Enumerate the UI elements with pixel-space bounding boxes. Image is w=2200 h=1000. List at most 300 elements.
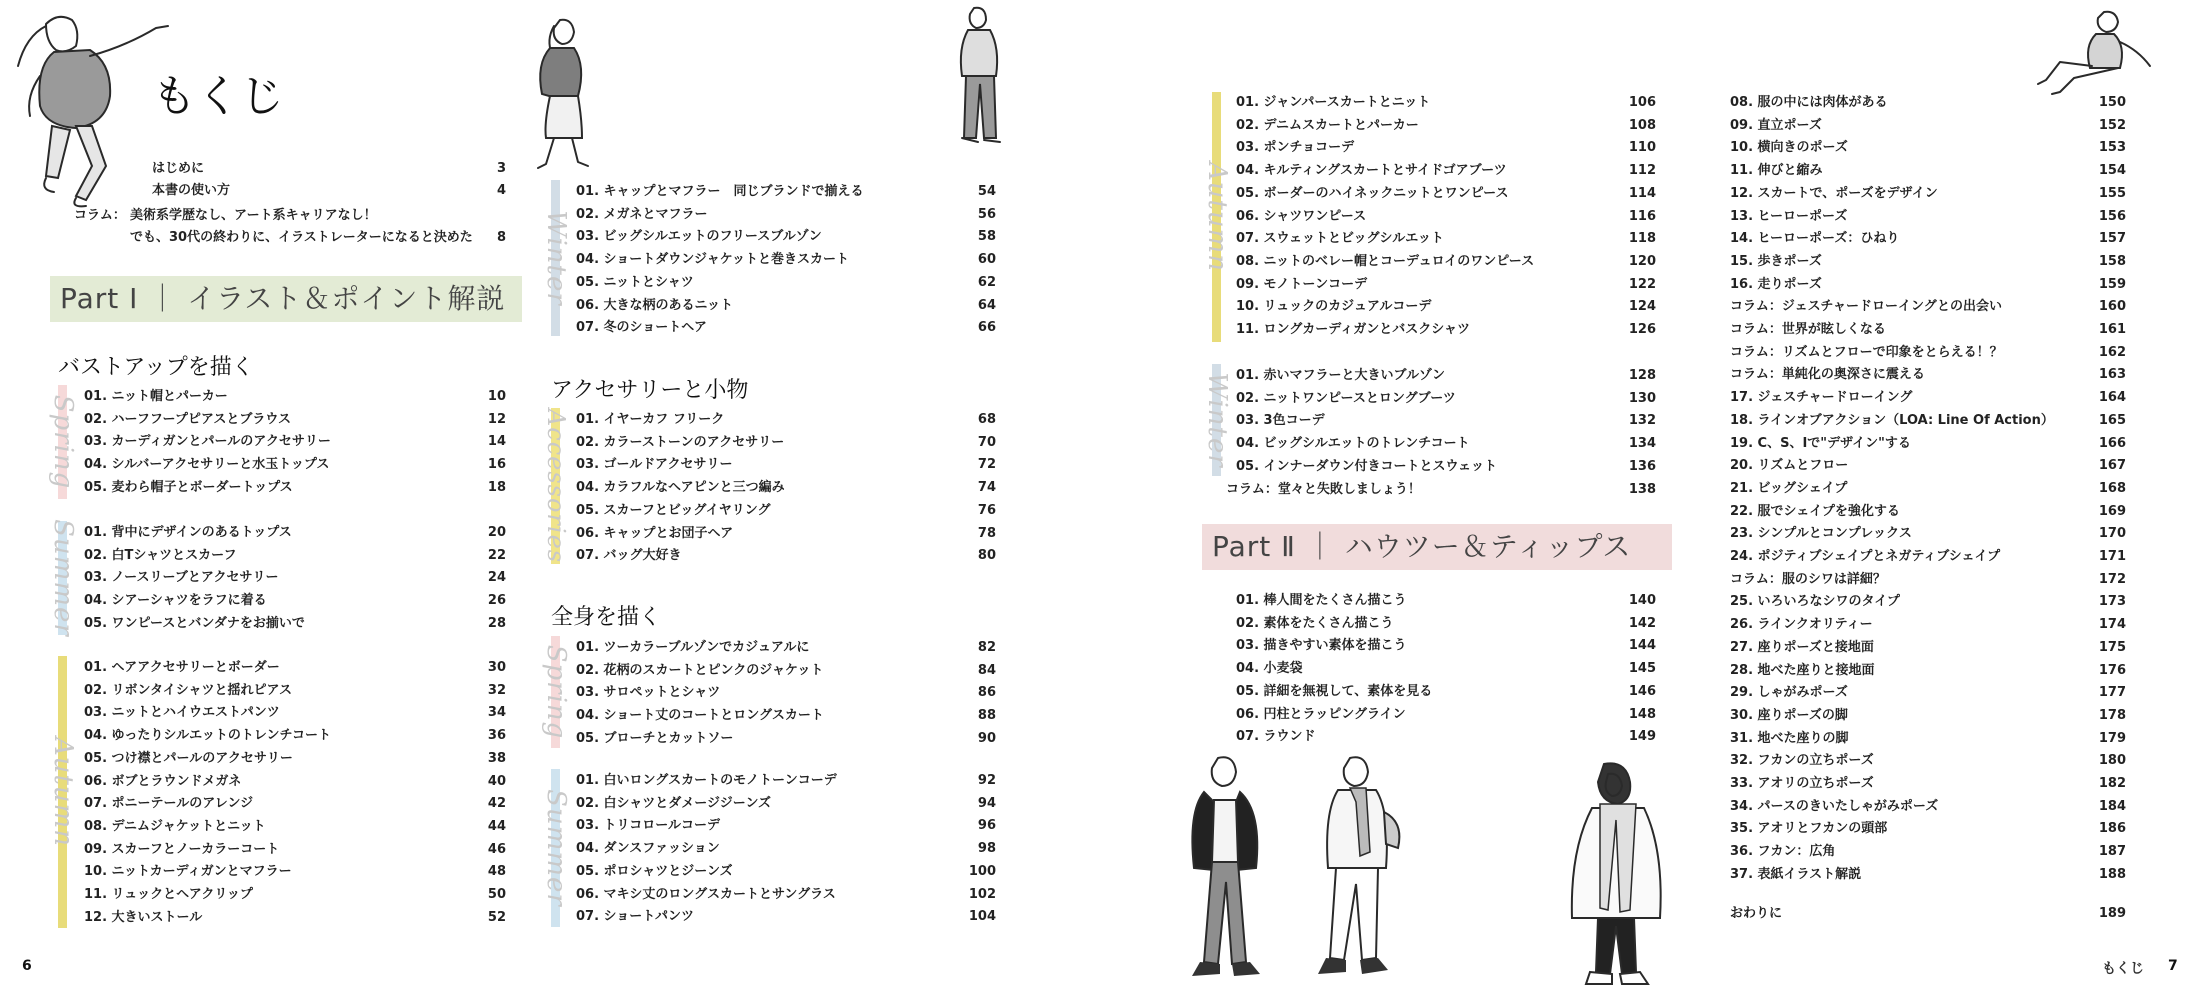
toc-entry-title: 04. シルバーアクセサリーと水玉トップス	[84, 457, 330, 473]
toc-entry-title: 24. ポジティブシェイプとネガティブシェイプ	[1730, 549, 2001, 564]
toc-entry[interactable]	[1730, 251, 2126, 273]
toc-entry[interactable]	[1730, 773, 2126, 795]
page-number-left: 6	[22, 958, 32, 974]
illustration-sitting-girl	[2034, 6, 2158, 98]
toc-entry-title: 09. スカーフとノーカラーコート	[84, 841, 280, 857]
toc-entry-page: 182	[2098, 776, 2126, 791]
toc-entry[interactable]	[84, 702, 506, 724]
toc-entry[interactable]	[152, 158, 506, 180]
toc-entry-page: 100	[968, 863, 996, 879]
toc-entry-page: 68	[977, 412, 996, 427]
season-label-spring-full: Spring	[541, 644, 571, 740]
toc-entry[interactable]	[84, 748, 506, 770]
toc-entry[interactable]	[1730, 841, 2126, 863]
toc-entry-page: 154	[2098, 163, 2126, 179]
toc-entry-title: 18. ラインオブアクション（LOA: Line Of Action）	[1730, 412, 2054, 428]
toc-entry[interactable]	[1236, 296, 1656, 318]
toc-entry[interactable]	[84, 454, 506, 476]
toc-entry-page: 46	[487, 841, 506, 857]
toc-entry[interactable]	[576, 226, 996, 248]
toc-entry-page: 84	[977, 662, 996, 678]
toc-entry[interactable]	[1236, 410, 1656, 432]
toc-entry-page: 171	[2098, 549, 2126, 564]
toc-entry-page: 22	[487, 547, 506, 563]
toc-entry[interactable]	[152, 180, 506, 202]
toc-entry[interactable]	[576, 545, 996, 567]
toc-entry-page: 24	[487, 570, 506, 586]
toc-entry-title: 16. 走りポーズ	[1730, 276, 1822, 292]
toc-entry[interactable]	[1236, 726, 1656, 748]
toc-entry-page: 78	[977, 525, 996, 541]
toc-entry-title: 10. リュックのカジュアルコーデ	[1236, 299, 1432, 315]
toc-entry-page: 28	[487, 615, 506, 631]
illustration-girl-hoodie	[6, 6, 176, 216]
toc-entry-page: 187	[2098, 844, 2126, 860]
toc-entry-title: 01. イヤーカフ フリーク	[576, 412, 725, 427]
toc-entry-page: 74	[977, 480, 996, 496]
toc-entry[interactable]	[84, 884, 506, 906]
illustration-figure-scarf	[1304, 752, 1412, 992]
toc-entry-page: 174	[2098, 617, 2126, 633]
toc-entry[interactable]	[1236, 319, 1656, 341]
toc-entry[interactable]	[576, 477, 996, 499]
toc-entry-page: 166	[2098, 435, 2126, 451]
toc-entry-page: 165	[2098, 412, 2126, 428]
toc-entry[interactable]	[1236, 456, 1656, 478]
toc-entry-page: 92	[977, 773, 996, 788]
toc-entry-title: 03. ノースリーブとアクセサリー	[84, 570, 279, 586]
toc-entry-title: 32. フカンの立ちポーズ	[1730, 753, 1874, 769]
toc-entry-title: 02. 花柄のスカートとピンクのジャケット	[576, 662, 824, 678]
toc-entry-title: 04. ショート丈のコートとロングスカート	[576, 708, 824, 724]
toc-entry-title: 03. ビッグシルエットのフリースブルゾン	[576, 229, 822, 245]
toc-entry[interactable]	[1236, 206, 1656, 228]
toc-entry-title: 07. スウェットとビッグシルエット	[1236, 231, 1444, 247]
toc-entry-title: 14. ヒーローポーズ：ひねり	[1730, 231, 1900, 247]
toc-entry-title: 29. しゃがみポーズ	[1730, 685, 1848, 701]
toc-entry[interactable]	[1730, 682, 2126, 704]
toc-entry-page: 173	[2098, 594, 2126, 610]
toc-entry-page: 134	[1628, 436, 1656, 452]
toc-entry-page: 175	[2098, 639, 2126, 655]
toc-entry-page: 56	[977, 206, 996, 222]
toc-entry-title: 02. ニットワンピースとロングブーツ	[1236, 390, 1456, 406]
toc-entry-title: 02. 白Tシャツとスカーフ	[84, 547, 237, 563]
toc-entry-column[interactable]	[74, 205, 506, 227]
toc-entry-page: 179	[2098, 730, 2126, 746]
toc-entry-page: 114	[1628, 185, 1656, 201]
category-label-accessories: Accessories	[542, 408, 570, 564]
toc-entry-page: 180	[2098, 753, 2126, 769]
toc-entry-page: 44	[487, 818, 506, 834]
toc-entry-title: 04. カラフルなヘアピンと三つ編み	[576, 480, 785, 496]
toc-entry-page: 58	[977, 229, 996, 245]
toc-entry-page: 16	[487, 457, 506, 473]
toc-entry-title: 03. トリコロールコーデ	[576, 818, 721, 834]
toc-entry[interactable]	[1730, 206, 2126, 228]
toc-entry[interactable]	[1730, 614, 2126, 636]
toc-entry-title: 37. 表紙イラスト解説	[1730, 866, 1862, 882]
toc-entry-title: 21. ビッグシェイプ	[1730, 480, 1848, 496]
toc-entry[interactable]	[1236, 613, 1656, 635]
toc-entry[interactable]	[84, 613, 506, 635]
toc-entry-page: 86	[977, 685, 996, 701]
toc-entry[interactable]	[576, 705, 996, 727]
toc-entry-title: 08. 服の中には肉体がある	[1730, 95, 1888, 110]
toc-entry-page: 104	[968, 909, 996, 925]
toc-entry[interactable]	[576, 454, 996, 476]
toc-entry-title: 02. リボンタイシャツと揺れピアス	[84, 682, 292, 698]
toc-entry-title: 30. 座りポーズの脚	[1730, 707, 1848, 723]
toc-entry-title: 07. バッグ大好き	[576, 548, 682, 564]
toc-entry-page: 184	[2098, 798, 2126, 814]
toc-entry-title: 04. シアーシャツをラフに着る	[84, 593, 267, 609]
toc-entry[interactable]	[1236, 137, 1656, 159]
toc-entry[interactable]	[84, 907, 506, 929]
toc-entry-page: 120	[1628, 253, 1656, 269]
toc-entry[interactable]	[576, 815, 996, 837]
toc-entry-column-cont[interactable]	[130, 227, 506, 249]
toc-entry-page: 159	[2098, 276, 2126, 292]
toc-entry-title: 07. ラウンド	[1236, 729, 1316, 745]
footer-section-label: もくじ	[2102, 961, 2144, 977]
toc-entry-title: 01. 背中にデザインのあるトップス	[84, 525, 292, 540]
toc-entry-page: 177	[2098, 685, 2126, 701]
toc-entry[interactable]	[84, 861, 506, 883]
toc-entry-title: 05. ボーダーのハイネックニットとワンピース	[1236, 185, 1509, 201]
toc-entry-title: 17. ジェスチャードローイング	[1730, 390, 1913, 406]
toc-entry-title: 05. ポロシャツとジーンズ	[576, 863, 733, 879]
toc-entry[interactable]	[1730, 296, 2126, 318]
toc-entry-page: 126	[1628, 322, 1656, 337]
toc-entry-page: 167	[2098, 458, 2126, 474]
toc-entry[interactable]	[1730, 818, 2126, 840]
page-title: もくじ	[152, 71, 284, 122]
toc-entry[interactable]	[84, 771, 506, 793]
toc-entry-page: 108	[1628, 117, 1656, 133]
toc-entry-page: 168	[2098, 480, 2126, 496]
toc-entry-page: 157	[2098, 231, 2126, 247]
toc-entry-title: 12. 大きいストール	[84, 909, 203, 925]
toc-entry[interactable]	[1236, 92, 1656, 114]
toc-entry-page: 145	[1628, 661, 1656, 677]
toc-entry[interactable]	[1730, 546, 2126, 568]
toc-entry-title: 15. 歩きポーズ	[1730, 253, 1822, 269]
toc-entry[interactable]	[1730, 569, 2126, 591]
toc-entry[interactable]	[1730, 455, 2126, 477]
toc-entry[interactable]	[576, 637, 996, 659]
toc-entry[interactable]	[1730, 228, 2126, 250]
toc-entry-page: 14	[487, 434, 506, 450]
toc-entry[interactable]	[576, 181, 996, 203]
column-label: コラム：	[74, 208, 126, 223]
toc-entry[interactable]	[1730, 523, 2126, 545]
season-label-winter: Winter	[541, 210, 571, 306]
toc-entry-page: 155	[2098, 185, 2126, 201]
toc-entry-page: 88	[977, 708, 996, 724]
toc-entry[interactable]	[576, 682, 996, 704]
toc-entry[interactable]	[84, 657, 506, 679]
toc-entry-title: 10. 横向きのポーズ	[1730, 140, 1848, 156]
toc-entry[interactable]	[576, 660, 996, 682]
toc-entry-page: 42	[487, 796, 506, 812]
toc-entry-outro[interactable]	[1730, 903, 2126, 925]
toc-entry-title: 07. ショートパンツ	[576, 909, 695, 925]
toc-entry-title: 05. 麦わら帽子とボーダートップス	[84, 479, 293, 495]
toc-entry-page: 169	[2098, 503, 2126, 519]
toc-entry[interactable]	[84, 839, 506, 861]
toc-entry-page: 40	[487, 773, 506, 789]
toc-entry[interactable]	[84, 793, 506, 815]
toc-entry[interactable]	[576, 500, 996, 522]
toc-entry[interactable]	[84, 386, 506, 408]
toc-entry-page: 82	[977, 640, 996, 655]
toc-entry-title: 01. ヘアアクセサリーとボーダー	[84, 660, 280, 675]
toc-entry[interactable]	[1236, 365, 1656, 387]
toc-entry-page: 153	[2098, 140, 2126, 156]
toc-entry[interactable]	[1730, 660, 2126, 682]
toc-entry[interactable]	[1730, 591, 2126, 613]
toc-entry-page: 36	[487, 728, 506, 744]
toc-entry-title: 01. ジャンパースカートとニット	[1236, 95, 1431, 110]
toc-entry-title: 34. パースのきいたしゃがみポーズ	[1730, 798, 1939, 814]
toc-entry-title: コラム：ジェスチャードローイングとの出会い	[1730, 299, 2002, 315]
toc-entry-title: 03. 描きやすい素体を描こう	[1236, 638, 1407, 654]
toc-entry-title: コラム：世界が眩しくなる	[1730, 322, 1886, 337]
toc-entry-title: 04. 小麦袋	[1236, 661, 1303, 677]
toc-entry[interactable]	[1236, 681, 1656, 703]
toc-entry-page: 128	[1628, 368, 1656, 383]
toc-entry-page: 112	[1628, 163, 1656, 179]
toc-entry-title: 09. モノトーンコーデ	[1236, 276, 1368, 292]
toc-entry-page: 4	[496, 183, 506, 198]
toc-entry[interactable]	[1730, 864, 2126, 886]
toc-entry-page: 163	[2098, 367, 2126, 383]
toc-entry-title: コラム：服のシワは詳細？	[1730, 571, 1886, 587]
toc-entry-page: 48	[487, 864, 506, 880]
toc-entry-page: 3	[496, 161, 506, 176]
toc-entry[interactable]	[84, 816, 506, 838]
toc-entry[interactable]	[576, 838, 996, 860]
part2-heading: Part Ⅱ ｜ ハウツー＆ティップス	[1202, 524, 1672, 570]
toc-entry-title: 04. キルティングスカートとサイドゴアブーツ	[1236, 163, 1507, 179]
toc-entry[interactable]	[84, 680, 506, 702]
toc-entry[interactable]	[1730, 183, 2126, 205]
toc-entry[interactable]	[1236, 433, 1656, 455]
toc-entry[interactable]	[1236, 183, 1656, 205]
toc-entry-page: 160	[2098, 299, 2126, 315]
toc-entry-title: 05. つけ襟とパールのアクセサリー	[84, 750, 293, 766]
toc-entry-title: 01. 棒人間をたくさん描こう	[1236, 593, 1407, 608]
toc-entry-page: 26	[487, 593, 506, 609]
toc-entry-title: 25. いろいろなシワのタイプ	[1730, 594, 1900, 610]
toc-entry-page: 66	[977, 320, 996, 336]
toc-entry-title: 05. 詳細を無視して、素体を見る	[1236, 683, 1433, 699]
toc-entry[interactable]	[576, 432, 996, 454]
toc-entry-title: 07. 冬のショートヘア	[576, 320, 707, 336]
toc-entry-title: 31. 地べた座りの脚	[1730, 730, 1849, 746]
toc-entry-title: 26. ラインクオリティー	[1730, 617, 1873, 633]
toc-entry-page: 140	[1628, 593, 1656, 608]
toc-entry[interactable]	[1730, 705, 2126, 727]
toc-entry[interactable]	[576, 204, 996, 226]
toc-entry-page: 170	[2098, 526, 2126, 542]
season-label-spring: Spring	[48, 394, 78, 490]
toc-entry[interactable]	[576, 861, 996, 883]
toc-entry-page: 18	[487, 479, 506, 495]
toc-entry-page: 188	[2098, 866, 2126, 882]
toc-entry-page: 76	[977, 502, 996, 518]
toc-entry-page: 32	[487, 682, 506, 698]
toc-entry-page: 124	[1628, 299, 1656, 315]
toc-entry[interactable]	[1730, 115, 2126, 137]
toc-entry-page: 50	[487, 887, 506, 902]
toc-entry-page: 136	[1628, 458, 1656, 474]
toc-entry-page: 12	[487, 411, 506, 427]
toc-entry-title: 35. アオリとフカンの頭部	[1730, 821, 1888, 837]
illustration-figure-jacket	[1174, 752, 1282, 992]
toc-entry[interactable]	[1236, 388, 1656, 410]
toc-entry[interactable]	[1730, 637, 2126, 659]
toc-entry-page: 30	[487, 660, 506, 675]
toc-entry-page: 178	[2098, 707, 2126, 723]
toc-entry-page: 152	[2098, 117, 2126, 133]
toc-entry-title: 03. ポンチョコーデ	[1236, 140, 1355, 156]
toc-entry-page: 142	[1628, 615, 1656, 631]
toc-entry-title: 04. ゆったりシルエットのトレンチコート	[84, 728, 331, 744]
toc-entry[interactable]	[84, 725, 506, 747]
toc-entry-title: 10. ニットカーディガンとマフラー	[84, 864, 292, 880]
toc-entry[interactable]	[84, 567, 506, 589]
toc-entry[interactable]	[576, 249, 996, 271]
column-title-line2: でも、30代の終わりに、イラストレーターになると決めた	[130, 230, 473, 245]
toc-entry-title: 03. ゴールドアクセサリー	[576, 457, 733, 473]
section-heading-accessories: アクセサリーと小物	[551, 378, 749, 403]
toc-entry-page: 72	[977, 457, 996, 473]
toc-entry-title: はじめに	[152, 161, 205, 176]
toc-entry[interactable]	[1236, 635, 1656, 657]
toc-entry[interactable]	[576, 884, 996, 906]
toc-entry[interactable]	[1236, 704, 1656, 726]
season-label-autumn-full: Autumn	[1202, 161, 1232, 273]
toc-entry-title: 07. ポニーテールのアレンジ	[84, 796, 254, 812]
toc-entry-page: 132	[1628, 413, 1656, 429]
toc-entry-page: 161	[2098, 322, 2126, 337]
toc-entry-page: 189	[2098, 906, 2126, 921]
toc-entry[interactable]	[1730, 364, 2126, 386]
toc-entry-title: 06. 大きな柄のあるニット	[576, 297, 734, 313]
toc-entry[interactable]	[84, 545, 506, 567]
toc-entry[interactable]	[1226, 479, 1656, 501]
season-label-summer-full: Summer	[541, 789, 571, 907]
toc-entry-title: 01. 赤いマフラーと大きいブルゾン	[1236, 368, 1446, 383]
toc-entry-page: 90	[977, 730, 996, 746]
toc-entry-page: 138	[1628, 481, 1656, 497]
toc-entry[interactable]	[84, 477, 506, 499]
toc-entry-title: 02. メガネとマフラー	[576, 206, 708, 222]
toc-entry-title: 11. 伸びと縮み	[1730, 163, 1823, 179]
toc-entry[interactable]	[1730, 137, 2126, 159]
toc-entry-title: 08. デニムジャケットとニット	[84, 818, 266, 834]
toc-entry-title: 05. ニットとシャツ	[576, 274, 694, 290]
toc-entry[interactable]	[576, 728, 996, 750]
toc-entry[interactable]	[1236, 251, 1656, 273]
toc-entry-title: 03. ニットとハイウエストパンツ	[84, 705, 280, 721]
toc-entry[interactable]	[1730, 750, 2126, 772]
toc-entry-page: 98	[977, 841, 996, 857]
toc-entry[interactable]	[1730, 501, 2126, 523]
toc-entry[interactable]	[1730, 433, 2126, 455]
toc-entry[interactable]	[1730, 274, 2126, 296]
toc-entry[interactable]	[576, 770, 996, 792]
toc-entry[interactable]	[1730, 342, 2126, 364]
toc-entry[interactable]	[576, 409, 996, 431]
toc-entry-title: 33. アオリの立ちポーズ	[1730, 776, 1874, 791]
toc-entry-title: 03. サロペットとシャツ	[576, 685, 721, 701]
toc-entry-title: 06. 円柱とラッピングライン	[1236, 706, 1406, 722]
toc-entry[interactable]	[1730, 478, 2126, 500]
toc-entry[interactable]	[576, 317, 996, 339]
toc-entry-title: 19. C、S、Iで"デザイン"する	[1730, 435, 1911, 451]
toc-entry-title: 11. ロングカーディガンとバスクシャツ	[1236, 322, 1470, 337]
toc-entry[interactable]	[1236, 590, 1656, 612]
toc-entry[interactable]	[1236, 115, 1656, 137]
page-right	[1100, 0, 2200, 1000]
toc-entry[interactable]	[1730, 319, 2126, 341]
toc-entry-title: 06. ボブとラウンドメガネ	[84, 773, 242, 789]
toc-entry[interactable]	[1236, 228, 1656, 250]
toc-entry[interactable]	[84, 431, 506, 453]
toc-entry-page: 122	[1628, 276, 1656, 292]
section-heading-full: 全身を描く	[551, 605, 662, 630]
toc-entry-title: 12. スカートで、ポーズをデザイン	[1730, 185, 1938, 201]
toc-entry[interactable]	[1236, 658, 1656, 680]
toc-entry[interactable]	[1730, 160, 2126, 182]
toc-entry[interactable]	[84, 409, 506, 431]
toc-entry-page: 70	[977, 434, 996, 450]
toc-entry[interactable]	[576, 906, 996, 928]
toc-entry-page: 8	[496, 230, 506, 245]
toc-entry-title: 05. ブローチとカットソー	[576, 730, 734, 746]
toc-entry[interactable]	[576, 793, 996, 815]
illustration-figure-coat	[1560, 760, 1678, 992]
toc-entry[interactable]	[1730, 796, 2126, 818]
toc-entry-title: 01. ニット帽とパーカー	[84, 389, 228, 404]
toc-entry-page: 172	[2098, 571, 2126, 587]
toc-entry[interactable]	[1236, 160, 1656, 182]
season-label-winter-full: Winter	[1202, 372, 1232, 468]
toc-entry-title: 20. リズムとフロー	[1730, 458, 1849, 474]
toc-entry-page: 62	[977, 274, 996, 290]
toc-entry-page: 116	[1628, 208, 1656, 224]
toc-entry-page: 148	[1628, 706, 1656, 722]
toc-entry-title: 04. ショートダウンジャケットと巻きスカート	[576, 252, 850, 268]
toc-entry[interactable]	[1730, 728, 2126, 750]
toc-entry[interactable]	[1730, 410, 2126, 432]
toc-entry[interactable]	[84, 590, 506, 612]
page-number-right: 7	[2168, 958, 2178, 974]
toc-entry[interactable]	[1236, 274, 1656, 296]
toc-entry-title: コラム：単純化の奥深さに震える	[1730, 367, 1925, 383]
toc-entry[interactable]	[576, 295, 996, 317]
toc-entry[interactable]	[576, 523, 996, 545]
toc-entry-title: コラム：リズムとフローで印象をとらえる！？	[1730, 344, 2003, 360]
toc-entry[interactable]	[84, 522, 506, 544]
toc-entry-title: 27. 座りポーズと接地面	[1730, 639, 1874, 655]
toc-entry[interactable]	[1730, 387, 2126, 409]
toc-entry[interactable]	[576, 272, 996, 294]
toc-entry-title: 36. フカン：広角	[1730, 844, 1836, 860]
